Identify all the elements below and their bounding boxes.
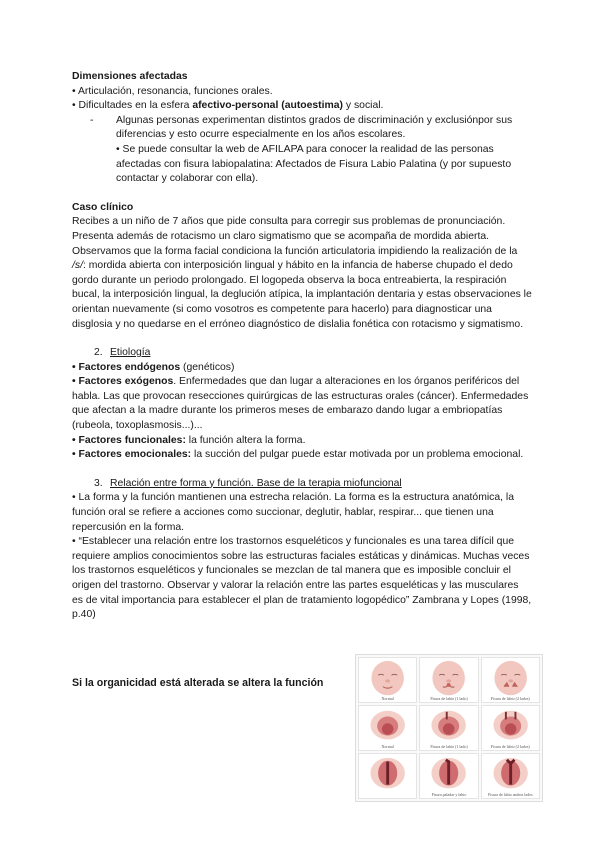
- caso-clinico-text: [72, 215, 532, 332]
- relacion-number: 3.: [94, 477, 103, 489]
- caption-3: Fisura de labio (2 lados): [490, 696, 530, 701]
- caso-text-italic: /s/: [72, 260, 83, 272]
- factor-endogenos-rest: (genéticos): [180, 361, 235, 373]
- relacion-p1: • La forma y la función mantienen una estrecha relación. La forma es la estructura anatómica, la función oral se refiere a acciones como succionar, deglutir, hablar, respirar... que tienen una repercusión en la forma.: [72, 492, 515, 533]
- caption-8: Fisura paladar y labio: [431, 792, 467, 797]
- factor-endogenos-bold: • Factores endógenos: [72, 361, 181, 373]
- factor-endogenos: [72, 361, 532, 376]
- caso-text-a: Recibes a un niño de 7 años que pide consulta para corregir sus problemas de pronunciación. Presenta además de rotacismo un claro sigmatismo que se acompaña de mordida abierta. Observamos que la forma facial condiciona la función articulatoria impidiendo la realización de la: [72, 216, 518, 257]
- bullet-dificultades-pre: • Dificultades en la esfera: [72, 100, 193, 112]
- caption-4: Normal: [381, 744, 394, 749]
- factor-emocionales: [72, 448, 532, 463]
- figure-cell-cleft-2: [419, 753, 478, 799]
- figure-cell-palate-normal: [358, 705, 417, 751]
- figure-cell-face-bilateral: [481, 657, 540, 703]
- caso-text-b: : mordida abierta con interposición lingual y hábito en la infancia de haberse chupado el dedo gordo durante un periodo prolongado. El logopeda observa la boca entreabierta, la respiración bucal, la interposición lingual, la deglución atípica, la implantación dentaria y estas observaciones le orientan nuevamente (si como vosotros es competente para hacerlo) para diagnosticar una disglosia y no quedarse en el erróneo diagnóstico de dislalia fonética con rotacismo y sigmatismo.: [72, 260, 532, 330]
- relacion-p2: • “Establecer una relación entre los trastornos esqueléticos y funcionales es una tarea difícil que requiere amplios conocimientos sobre las estructuras faciales estáticas y dinámicas. Muchas veces los trastornos esqueléticos y funcionales se mezclan de tal manera que es imposible concluir el origen del trastorno. Observar y valorar la relación entre las partes esqueléticas y las musculares es de vital importancia para establecer el plan de tratamiento logopédico” Zambrana y Lopes (1998, p.40): [72, 536, 532, 621]
- caption-1: Normal: [381, 696, 394, 701]
- bullet-dificultades-bold: afectivo-personal (autoestima): [192, 100, 344, 112]
- figure-cell-palate-unilateral: [419, 705, 478, 751]
- figure-cell-palate-bilateral: [481, 705, 540, 751]
- factor-emocionales-rest: la succión del pulgar puede estar motivada por un problema emocional.: [191, 449, 524, 461]
- factor-exogenos-bold: • Factores exógenos: [72, 376, 174, 388]
- cleft-palate-icon: [359, 754, 416, 798]
- sub-discriminacion: [90, 114, 532, 143]
- relacion-title: Relación entre forma y función. Base de la terapia miofuncional: [110, 477, 402, 489]
- document-body: [72, 70, 532, 623]
- figure-cell-cleft-3: [481, 753, 540, 799]
- heading-dimensiones: Dimensiones afectadas: [72, 71, 188, 82]
- factor-funcionales-rest: la función altera la forma.: [185, 434, 306, 446]
- figure-cell-face-unilateral: [419, 657, 478, 703]
- closing-statement: Si la organicidad está alterada se altera la función: [72, 677, 324, 689]
- figure-cell-cleft-1: [358, 753, 417, 799]
- caption-5: Fisura de labio (1 lado): [430, 744, 468, 749]
- bullet-dificultades: [72, 99, 532, 114]
- factor-emocionales-bold: • Factores emocionales:: [72, 449, 192, 461]
- factor-funcionales: [72, 434, 532, 449]
- cleft-lip-figure: [355, 654, 543, 802]
- sub-discriminacion-text: Algunas personas experimentan distintos grados de discriminación y exclusiónpor sus diferencias y esto ocurre especialmente en los años escolares.: [116, 114, 513, 141]
- heading-etiologia: [94, 346, 532, 361]
- factor-exogenos-rest: . Enfermedades que dan lugar a alteraciones en los órganos periféricos del habla. Las que provocan resecciones quirúrgicas de las estructuras orales (cáncer). Enfermedades que afectan a la madre durante los primeros meses de embarazo dando lugar a embriopatías (rubeola, toxoplasmosis...)...: [72, 376, 529, 432]
- factor-exogenos: [72, 375, 532, 433]
- factor-funcionales-bold: • Factores funcionales:: [72, 434, 186, 446]
- heading-caso-clinico: Caso clínico: [72, 201, 134, 213]
- caption-9: Fisura de labio ambos lados: [487, 792, 533, 797]
- sub-afilapa: • Se puede consultar la web de AFILAPA para conocer la realidad de las personas afectadas con fisura labiopalatina: Afectados de Fisura Labio Palatina (y por supuesto contactar y colaborar con ella).: [116, 143, 512, 185]
- heading-relacion: [94, 477, 532, 492]
- etiologia-title: Etiología: [110, 347, 151, 359]
- bullet-articulacion: • Articulación, resonancia, funciones orales.: [72, 85, 273, 97]
- etiologia-number: 2.: [94, 347, 103, 359]
- bullet-dificultades-post: y social.: [343, 100, 384, 112]
- caption-6: Fisura de labio (2 lados): [490, 744, 530, 749]
- dash-marker: -: [90, 114, 94, 126]
- figure-cell-face-normal: [358, 657, 417, 703]
- caption-2: Fisura de labio (1 lado): [430, 696, 468, 701]
